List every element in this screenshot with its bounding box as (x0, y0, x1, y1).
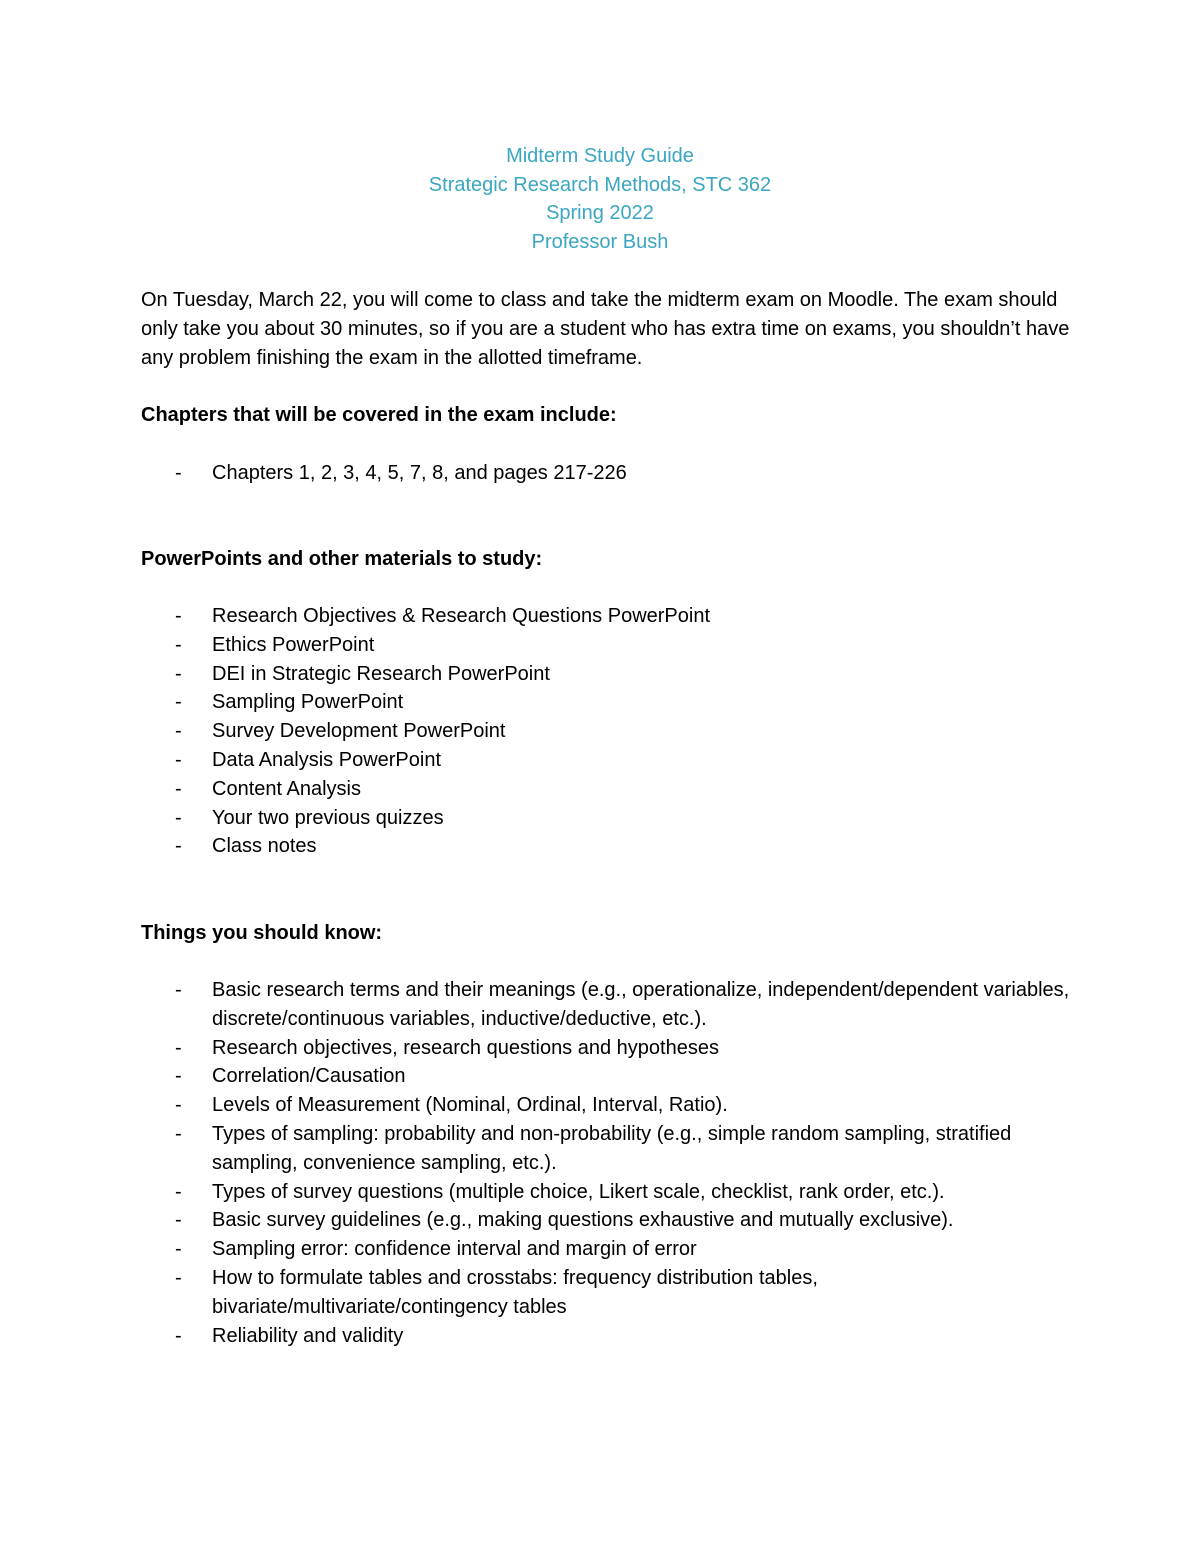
list-item-text: How to formulate tables and crosstabs: frequency distribution tables, bivariate/multivariate/contingency tables (212, 1266, 818, 1318)
document-header (0, 142, 1200, 256)
bullet-dash: - (175, 806, 182, 829)
list-item (141, 1034, 1081, 1063)
list-item-text: Basic research terms and their meanings (e.g., operationalize, independent/dependent variables, discrete/continuous variables, inductive/deductive, etc.). (212, 979, 1070, 1030)
term-label: Spring 2022 (546, 202, 654, 224)
bullet-dash: - (175, 777, 182, 800)
professor-name: Professor Bush (531, 230, 669, 253)
list-item (141, 746, 1081, 775)
list-item-text: Class notes (212, 835, 317, 858)
list-item (141, 631, 1081, 660)
list-item-text: Basic survey guidelines (e.g., making questions exhaustive and mutually exclusive). (212, 1209, 954, 1232)
list-item (141, 717, 1081, 746)
list-item-text: Research Objectives & Research Questions PowerPoint (212, 605, 711, 627)
intro-paragraph: On Tuesday, March 22, you will come to class and take the midterm exam on Moodle. The exam should only take you about 30 minutes, so if you are a student who has extra time on exams, you shouldn’t have any problem finishing the exam in the allotted timeframe. (141, 289, 1070, 369)
list-item (141, 602, 1081, 631)
bullet-dash: - (175, 462, 182, 484)
list-item (141, 1264, 1081, 1322)
list-item (141, 804, 1081, 833)
list-item (141, 1120, 1081, 1178)
bullet-dash: - (175, 1036, 182, 1059)
list-item (141, 832, 1081, 861)
bullet-dash: - (175, 662, 182, 685)
chapters-list (141, 459, 1081, 488)
list-item-text: Ethics PowerPoint (212, 633, 375, 656)
list-item-text: Sampling error: confidence interval and margin of error (212, 1238, 697, 1261)
list-item-text: Types of survey questions (multiple choice, Likert scale, checklist, rank order, etc.). (212, 1180, 945, 1203)
bullet-dash: - (175, 691, 182, 714)
list-item-text: Sampling PowerPoint (212, 691, 404, 714)
list-item (141, 660, 1081, 689)
list-item (141, 1062, 1081, 1091)
list-item (141, 1206, 1081, 1235)
list-item-text: Reliability and validity (212, 1324, 404, 1347)
list-item-text: Types of sampling: probability and non-probability (e.g., simple random sampling, stratified sampling, convenience sampling, etc.). (212, 1122, 1012, 1174)
document-title: Midterm Study Guide (506, 145, 694, 167)
bullet-dash: - (175, 1122, 182, 1145)
list-item-text: Survey Development PowerPoint (212, 720, 506, 743)
bullet-dash: - (175, 748, 182, 771)
list-item-text: Content Analysis (212, 777, 361, 800)
bullet-dash: - (175, 1065, 182, 1088)
bullet-dash: - (175, 1324, 182, 1347)
materials-heading: PowerPoints and other materials to study: (141, 548, 543, 570)
materials-list (141, 602, 1081, 861)
list-item-text: Data Analysis PowerPoint (212, 748, 442, 771)
bullet-dash: - (175, 1209, 182, 1232)
bullet-dash: - (175, 1266, 182, 1289)
list-item (141, 1235, 1081, 1264)
bullet-dash: - (175, 1238, 182, 1261)
list-item (141, 1091, 1081, 1120)
list-item-text: Levels of Measurement (Nominal, Ordinal, Interval, Ratio). (212, 1094, 728, 1117)
bullet-dash: - (175, 633, 182, 656)
list-item (141, 1322, 1081, 1351)
bullet-dash: - (175, 979, 182, 1001)
list-item (141, 459, 1081, 488)
chapters-heading: Chapters that will be covered in the exam include: (141, 404, 617, 426)
list-item-text: DEI in Strategic Research PowerPoint (212, 662, 550, 685)
list-item (141, 775, 1081, 804)
list-item-text: Correlation/Causation (212, 1065, 406, 1088)
bullet-dash: - (175, 605, 182, 627)
bullet-dash: - (175, 1094, 182, 1117)
bullet-dash: - (175, 720, 182, 743)
things-list (141, 976, 1081, 1350)
bullet-dash: - (175, 1180, 182, 1203)
list-item (141, 1178, 1081, 1207)
list-item-text: Your two previous quizzes (212, 806, 444, 829)
list-item-text: Research objectives, research questions and hypotheses (212, 1036, 719, 1059)
bullet-dash: - (175, 835, 182, 858)
course-name: Strategic Research Methods, STC 362 (428, 173, 772, 196)
list-item-text: Chapters 1, 2, 3, 4, 5, 7, 8, and pages 217-226 (212, 462, 627, 484)
list-item (141, 688, 1081, 717)
things-heading: Things you should know: (141, 922, 383, 944)
list-item (141, 976, 1081, 1034)
